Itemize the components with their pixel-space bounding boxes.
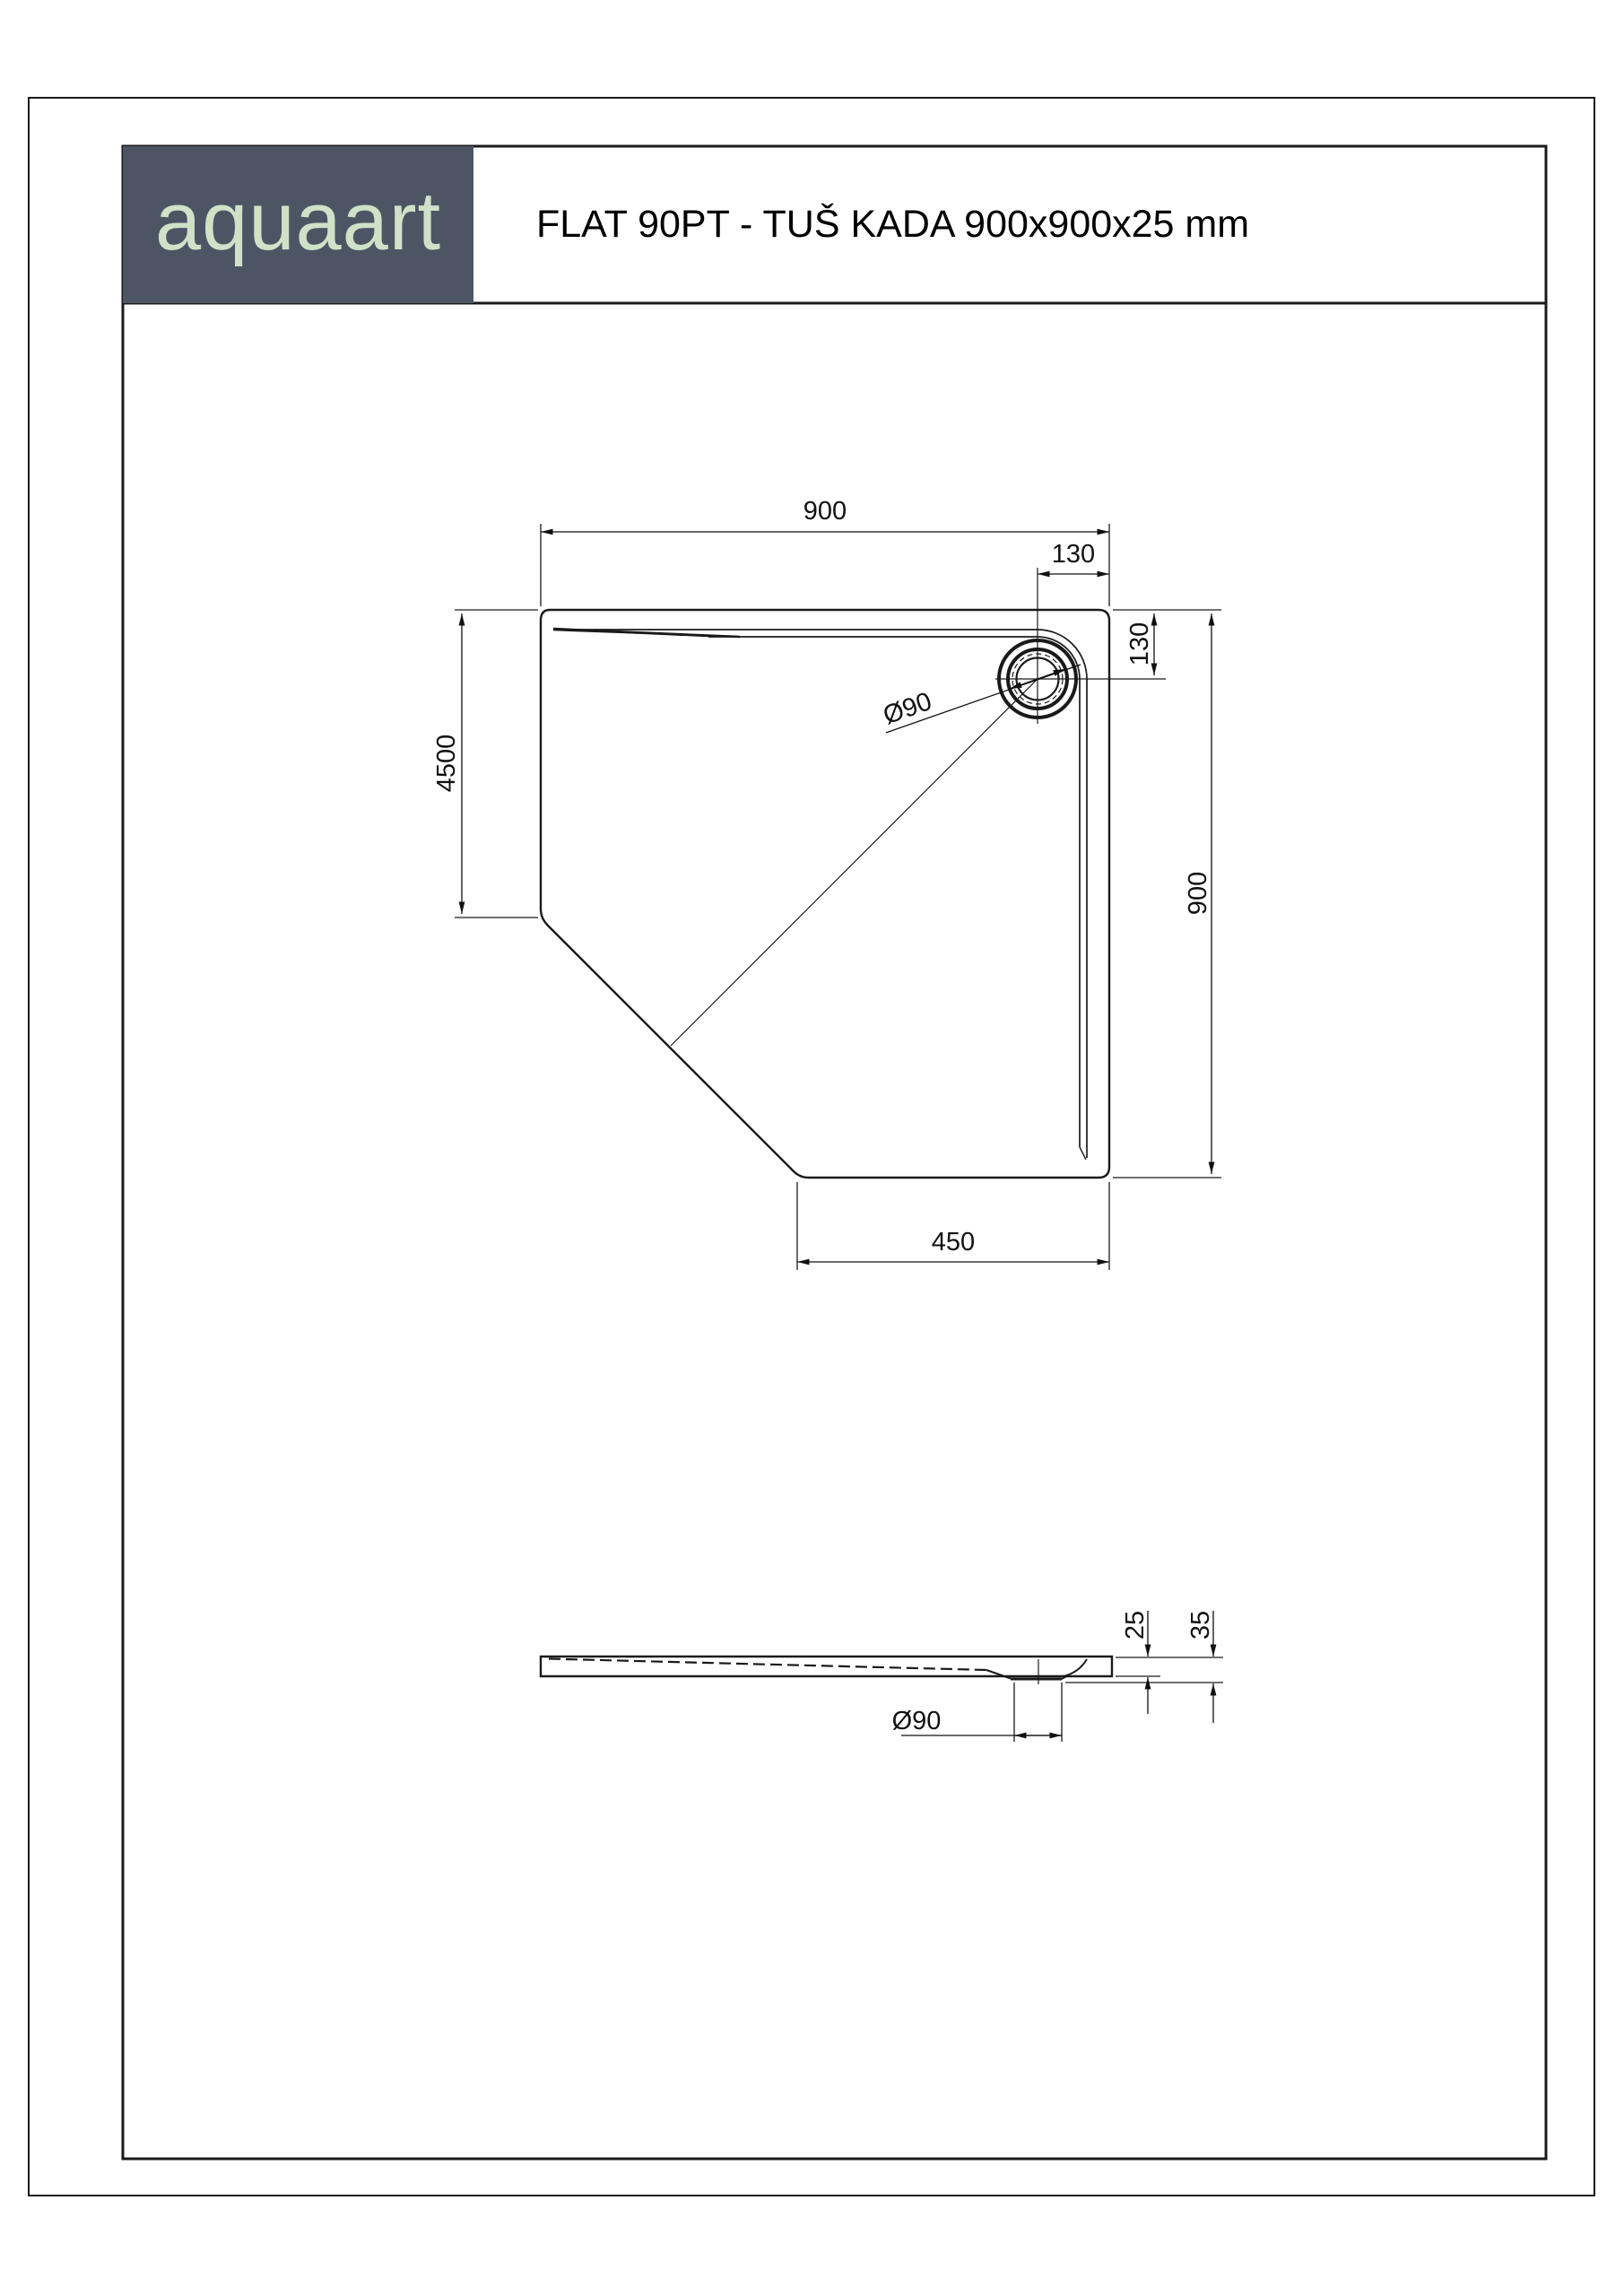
dim-label-thickness: 25	[1121, 1610, 1151, 1640]
logo-box	[123, 146, 473, 303]
outer-page-border	[29, 98, 1594, 2196]
dim-label-width-top: 900	[803, 497, 847, 526]
dim-label-height-right: 900	[1184, 871, 1213, 916]
top-view-drawing	[432, 497, 1221, 1270]
side-hidden-floor-line	[549, 1659, 986, 1671]
dim-label-drain-offset-y: 130	[1125, 622, 1155, 666]
extension-lines	[455, 524, 1221, 1270]
side-rim-inner-curve	[1064, 1659, 1087, 1676]
dim-label-bottom-cut: 450	[931, 1228, 976, 1257]
rim-line-outer	[553, 630, 1087, 1158]
dimension-lines	[462, 532, 1211, 1262]
dim-label-side-drain-diameter: Ø90	[891, 1707, 942, 1735]
side-dimension-lines	[901, 1610, 1216, 1735]
floor-slope-line	[671, 679, 1038, 1046]
dim-label-drain-diameter: Ø90	[879, 687, 936, 731]
dim-label-drain-offset-x: 130	[1051, 540, 1096, 569]
side-view-labels	[892, 1611, 1216, 1735]
side-extension-lines	[1014, 1657, 1223, 1742]
brand-logo: aquaart	[154, 175, 442, 267]
page-title: FLAT 90PT - TUŠ KADA 900x900x25 mm	[536, 203, 1250, 246]
drain-top-view	[671, 568, 1166, 1046]
rim-line-taper	[1080, 1147, 1086, 1160]
dim-label-total-height: 35	[1186, 1610, 1216, 1640]
dim-label-left-edge: 4500	[432, 734, 462, 793]
content-frame	[123, 146, 1546, 2159]
side-view-drawing	[541, 1611, 1223, 1742]
